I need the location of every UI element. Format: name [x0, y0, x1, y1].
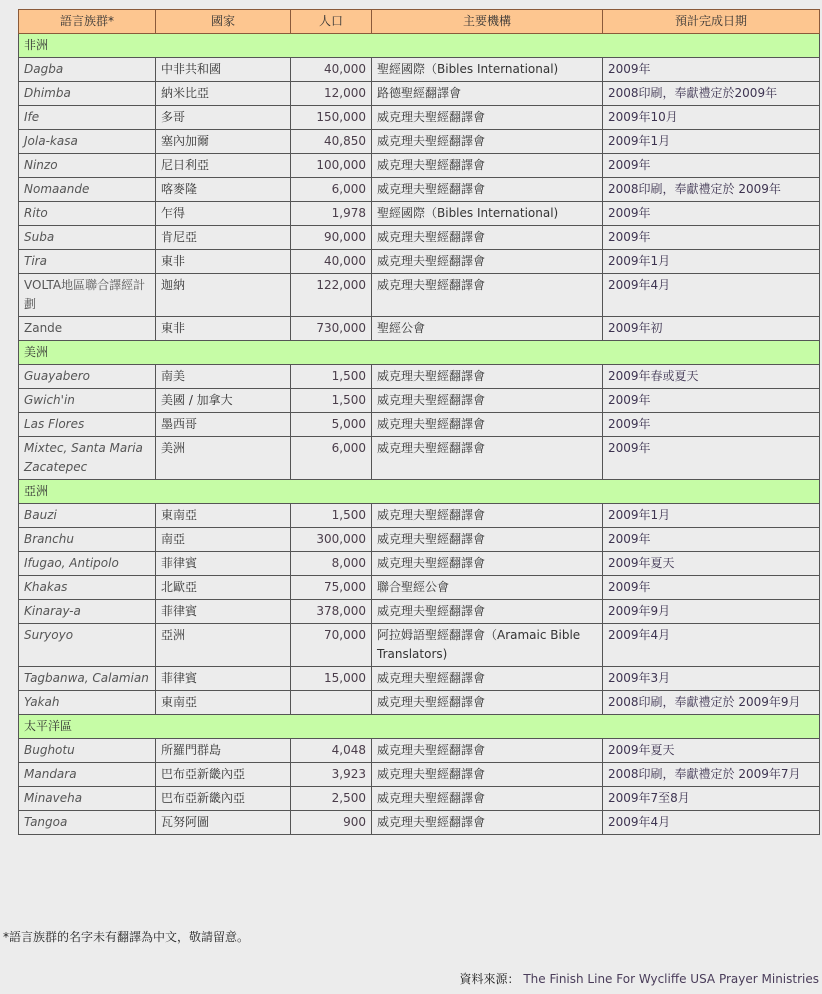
- completion-date-cell: 2008印刷，奉獻禮定於 2009年9月: [603, 691, 820, 715]
- table-row: [19, 226, 820, 250]
- table-row: [19, 130, 820, 154]
- completion-date-cell: 2009年夏天: [603, 739, 820, 763]
- organization-cell: 威克理夫聖經翻譯會: [372, 178, 603, 202]
- table-row: [19, 178, 820, 202]
- completion-date-cell: 2009年9月: [603, 600, 820, 624]
- completion-date-cell: 2009年1月: [603, 130, 820, 154]
- language-cell: Kinaray-a: [19, 600, 156, 624]
- population-cell: 2,500: [291, 787, 372, 811]
- country-cell: 南亞: [156, 528, 291, 552]
- country-cell: 納米比亞: [156, 82, 291, 106]
- organization-cell: 威克理夫聖經翻譯會: [372, 226, 603, 250]
- population-cell: 378,000: [291, 600, 372, 624]
- organization-cell: 聖經國際（Bibles International): [372, 58, 603, 82]
- header-completion-date: 預計完成日期: [603, 10, 820, 34]
- completion-date-cell: 2009年夏天: [603, 552, 820, 576]
- table-row: [19, 317, 820, 341]
- table-row: [19, 389, 820, 413]
- language-cell: Mandara: [19, 763, 156, 787]
- region-label: 亞洲: [19, 480, 820, 504]
- organization-cell: 威克理夫聖經翻譯會: [372, 763, 603, 787]
- population-cell: 8,000: [291, 552, 372, 576]
- completion-date-cell: 2009年3月: [603, 667, 820, 691]
- country-cell: 菲律賓: [156, 600, 291, 624]
- language-cell: Ninzo: [19, 154, 156, 178]
- language-cell: Nomaande: [19, 178, 156, 202]
- completion-date-cell: 2009年: [603, 413, 820, 437]
- language-cell: Suryoyo: [19, 624, 156, 667]
- population-cell: 6,000: [291, 178, 372, 202]
- source-label: 資料來源：: [459, 972, 520, 986]
- population-cell: 1,500: [291, 365, 372, 389]
- country-cell: 菲律賓: [156, 667, 291, 691]
- header-country: 國家: [156, 10, 291, 34]
- header-organization: 主要機構: [372, 10, 603, 34]
- language-cell: Tangoa: [19, 811, 156, 835]
- country-cell: 巴布亞新畿內亞: [156, 763, 291, 787]
- completion-date-cell: 2009年: [603, 528, 820, 552]
- region-label: 太平洋區: [19, 715, 820, 739]
- population-cell: 40,000: [291, 250, 372, 274]
- region-row: [19, 341, 820, 365]
- population-cell: 12,000: [291, 82, 372, 106]
- language-cell: Yakah: [19, 691, 156, 715]
- organization-cell: 威克理夫聖經翻譯會: [372, 365, 603, 389]
- language-cell: Guayabero: [19, 365, 156, 389]
- country-cell: 塞內加爾: [156, 130, 291, 154]
- language-cell: Ife: [19, 106, 156, 130]
- completion-date-cell: 2009年: [603, 58, 820, 82]
- language-cell: Dhimba: [19, 82, 156, 106]
- country-cell: 南美: [156, 365, 291, 389]
- table-row: [19, 600, 820, 624]
- table-row: [19, 58, 820, 82]
- country-cell: 尼日利亞: [156, 154, 291, 178]
- language-cell: Dagba: [19, 58, 156, 82]
- organization-cell: 威克理夫聖經翻譯會: [372, 437, 603, 480]
- language-cell: VOLTA地區聯合譯經計劃: [19, 274, 156, 317]
- country-cell: 美國 / 加拿大: [156, 389, 291, 413]
- organization-cell: 路德聖經翻譯會: [372, 82, 603, 106]
- organization-cell: 威克理夫聖經翻譯會: [372, 250, 603, 274]
- table-row: [19, 274, 820, 317]
- language-cell: Gwich'in: [19, 389, 156, 413]
- population-cell: 5,000: [291, 413, 372, 437]
- language-cell: Bauzi: [19, 504, 156, 528]
- language-cell: Khakas: [19, 576, 156, 600]
- region-row: [19, 480, 820, 504]
- population-cell: 3,923: [291, 763, 372, 787]
- organization-cell: 威克理夫聖經翻譯會: [372, 667, 603, 691]
- language-cell: Bughotu: [19, 739, 156, 763]
- country-cell: 東非: [156, 250, 291, 274]
- organization-cell: 威克理夫聖經翻譯會: [372, 528, 603, 552]
- country-cell: 東非: [156, 317, 291, 341]
- region-row: [19, 34, 820, 58]
- table-row: [19, 739, 820, 763]
- population-cell: 70,000: [291, 624, 372, 667]
- language-cell: Mixtec, Santa Maria Zacatepec: [19, 437, 156, 480]
- completion-date-cell: 2009年7至8月: [603, 787, 820, 811]
- organization-cell: 威克理夫聖經翻譯會: [372, 787, 603, 811]
- population-cell: 100,000: [291, 154, 372, 178]
- organization-cell: 威克理夫聖經翻譯會: [372, 274, 603, 317]
- population-cell: 1,500: [291, 389, 372, 413]
- table-row: [19, 202, 820, 226]
- language-cell: Suba: [19, 226, 156, 250]
- country-cell: 北歐亞: [156, 576, 291, 600]
- completion-date-cell: 2009年: [603, 576, 820, 600]
- table-row: [19, 624, 820, 667]
- organization-cell: 聖經國際（Bibles International): [372, 202, 603, 226]
- language-cell: Jola-kasa: [19, 130, 156, 154]
- header-language-group: 語言族群*: [19, 10, 156, 34]
- population-cell: 730,000: [291, 317, 372, 341]
- organization-cell: 威克理夫聖經翻譯會: [372, 130, 603, 154]
- language-cell: Las Flores: [19, 413, 156, 437]
- language-cell: Ifugao, Antipolo: [19, 552, 156, 576]
- organization-cell: 威克理夫聖經翻譯會: [372, 154, 603, 178]
- population-cell: 75,000: [291, 576, 372, 600]
- language-cell: Tagbanwa, Calamian: [19, 667, 156, 691]
- language-cell: Rito: [19, 202, 156, 226]
- organization-cell: 威克理夫聖經翻譯會: [372, 552, 603, 576]
- table-header-row: [19, 10, 820, 34]
- organization-cell: 威克理夫聖經翻譯會: [372, 106, 603, 130]
- population-cell: 4,048: [291, 739, 372, 763]
- completion-date-cell: 2009年4月: [603, 274, 820, 317]
- table-row: [19, 82, 820, 106]
- country-cell: 多哥: [156, 106, 291, 130]
- table-row: [19, 250, 820, 274]
- completion-date-cell: 2009年: [603, 437, 820, 480]
- bible-translation-table: [18, 9, 820, 835]
- country-cell: 美洲: [156, 437, 291, 480]
- population-cell: 122,000: [291, 274, 372, 317]
- table-row: [19, 365, 820, 389]
- population-cell: 40,850: [291, 130, 372, 154]
- population-cell: 1,978: [291, 202, 372, 226]
- table-row: [19, 691, 820, 715]
- table-row: [19, 504, 820, 528]
- country-cell: 中非共和國: [156, 58, 291, 82]
- organization-cell: 阿拉姆語聖經翻譯會（Aramaic Bible Translators): [372, 624, 603, 667]
- population-cell: 900: [291, 811, 372, 835]
- population-cell: 300,000: [291, 528, 372, 552]
- population-cell: 90,000: [291, 226, 372, 250]
- table-row: [19, 763, 820, 787]
- region-label: 非洲: [19, 34, 820, 58]
- country-cell: 巴布亞新畿內亞: [156, 787, 291, 811]
- country-cell: 瓦努阿圖: [156, 811, 291, 835]
- completion-date-cell: 2009年: [603, 226, 820, 250]
- population-cell: 6,000: [291, 437, 372, 480]
- population-cell: 40,000: [291, 58, 372, 82]
- population-cell: [291, 691, 372, 715]
- completion-date-cell: 2009年: [603, 389, 820, 413]
- table-row: [19, 413, 820, 437]
- completion-date-cell: 2009年4月: [603, 811, 820, 835]
- population-cell: 1,500: [291, 504, 372, 528]
- population-cell: 150,000: [291, 106, 372, 130]
- completion-date-cell: 2009年春或夏天: [603, 365, 820, 389]
- table-row: [19, 576, 820, 600]
- population-cell: 15,000: [291, 667, 372, 691]
- organization-cell: 威克理夫聖經翻譯會: [372, 811, 603, 835]
- completion-date-cell: 2009年: [603, 154, 820, 178]
- table-row: [19, 811, 820, 835]
- region-label: 美洲: [19, 341, 820, 365]
- language-cell: Branchu: [19, 528, 156, 552]
- country-cell: 乍得: [156, 202, 291, 226]
- language-cell: Minaveha: [19, 787, 156, 811]
- completion-date-cell: 2008印刷，奉獻禮定於2009年: [603, 82, 820, 106]
- country-cell: 所羅門群島: [156, 739, 291, 763]
- completion-date-cell: 2009年1月: [603, 504, 820, 528]
- header-population: 人口: [291, 10, 372, 34]
- organization-cell: 聖經公會: [372, 317, 603, 341]
- language-cell: Tira: [19, 250, 156, 274]
- organization-cell: 威克理夫聖經翻譯會: [372, 739, 603, 763]
- country-cell: 亞洲: [156, 624, 291, 667]
- organization-cell: 威克理夫聖經翻譯會: [372, 691, 603, 715]
- completion-date-cell: 2009年1月: [603, 250, 820, 274]
- country-cell: 喀麥隆: [156, 178, 291, 202]
- completion-date-cell: 2008印刷，奉獻禮定於 2009年7月: [603, 763, 820, 787]
- organization-cell: 威克理夫聖經翻譯會: [372, 413, 603, 437]
- source-name: The Finish Line For Wycliffe USA Prayer Ministries: [523, 972, 819, 986]
- language-cell: Zande: [19, 317, 156, 341]
- table-row: [19, 787, 820, 811]
- region-row: [19, 715, 820, 739]
- country-cell: 墨西哥: [156, 413, 291, 437]
- table-row: [19, 667, 820, 691]
- completion-date-cell: 2009年4月: [603, 624, 820, 667]
- table-row: [19, 528, 820, 552]
- organization-cell: 威克理夫聖經翻譯會: [372, 389, 603, 413]
- table-row: [19, 106, 820, 130]
- country-cell: 東南亞: [156, 691, 291, 715]
- organization-cell: 威克理夫聖經翻譯會: [372, 504, 603, 528]
- footnote: *語言族群的名字未有翻譯為中文，敬請留意。: [3, 930, 250, 944]
- table-row: [19, 552, 820, 576]
- completion-date-cell: 2009年10月: [603, 106, 820, 130]
- source-credit: [459, 970, 819, 987]
- organization-cell: 聯合聖經公會: [372, 576, 603, 600]
- completion-date-cell: 2009年: [603, 202, 820, 226]
- country-cell: 肯尼亞: [156, 226, 291, 250]
- country-cell: 菲律賓: [156, 552, 291, 576]
- table-row: [19, 437, 820, 480]
- country-cell: 東南亞: [156, 504, 291, 528]
- organization-cell: 威克理夫聖經翻譯會: [372, 600, 603, 624]
- completion-date-cell: 2009年初: [603, 317, 820, 341]
- table-row: [19, 154, 820, 178]
- completion-date-cell: 2008印刷，奉獻禮定於 2009年: [603, 178, 820, 202]
- country-cell: 迦納: [156, 274, 291, 317]
